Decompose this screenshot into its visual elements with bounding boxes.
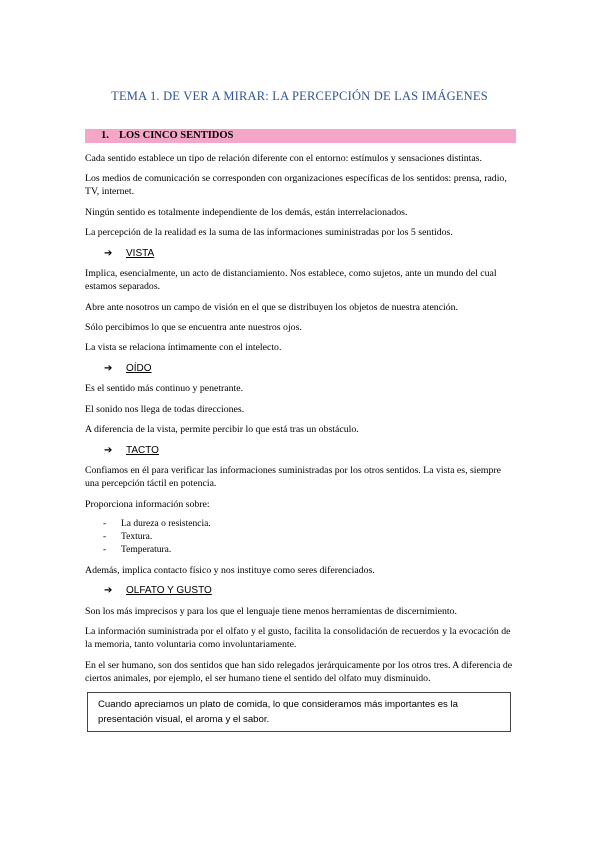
arrow-icon: ➔ [104,363,113,374]
paragraph: Proporciona información sobre: [85,499,210,510]
list-dash: - [103,519,107,529]
subheading-oido [104,362,152,375]
paragraph: Ningún sentido es totalmente independiente de los demás, están interrelacionados. [85,207,408,218]
arrow-icon: ➔ [104,248,113,259]
list-item [103,518,211,531]
paragraph: Implica, esencialmente, un acto de distanciamiento. Nos establece, como sujetos, ante un mundo del cual estamos separados. [85,268,497,292]
paragraph: Confiamos en él para verificar las informaciones suministradas por los otros sentidos. La vista es, siempre una percepción táctil en potencia. [85,465,501,489]
page-title: TEMA 1. DE VER A MIRAR: LA PERCEPCIÓN DE LAS IMÁGENES [111,89,488,103]
subheading-label: OÍDO [126,363,152,374]
paragraph: Sólo percibimos lo que se encuentra ante nuestros ojos. [85,322,302,333]
subheading-label: VISTA [126,248,155,259]
arrow-icon: ➔ [104,585,113,596]
paragraph: Los medios de comunicación se corresponden con organizaciones específicas de los sentidos: prensa, radio, TV, internet. [85,173,507,197]
list-item [103,544,171,557]
subheading-olfato [104,584,212,597]
subheading-vista [104,247,154,260]
list-item [103,531,152,544]
list-dash: - [103,532,107,542]
list-item-text: Textura. [121,532,153,542]
paragraph: Además, implica contacto físico y nos instituye como seres diferenciados. [85,565,375,576]
arrow-icon: ➔ [104,445,113,456]
section-number: 1. [101,130,109,141]
paragraph: Es el sentido más continuo y penetrante. [85,383,244,394]
paragraph: La percepción de la realidad es la suma de las informaciones suministradas por los 5 sentidos. [85,227,453,238]
paragraph: Son los más imprecisos y para los que el lenguaje tiene menos herramientas de discernimiento. [85,606,457,617]
subheading-label: TACTO [126,445,159,456]
paragraph: El sonido nos llega de todas direcciones. [85,404,245,415]
highlight-box: Cuando apreciamos un plato de comida, lo que consideramos más importantes es la presentación visual, el aroma y el sabor. [87,692,511,732]
list-dash: - [103,545,107,555]
subheading-tacto [104,444,159,457]
list-item-text: Temperatura. [121,545,172,555]
paragraph: Abre ante nosotros un campo de visión en el que se distribuyen los objetos de nuestra atención. [85,302,459,313]
paragraph: Cada sentido establece un tipo de relación diferente con el entorno: estímulos y sensaciones distintas. [85,153,482,164]
paragraph: La vista se relaciona íntimamente con el intelecto. [85,342,282,353]
list-item-text: La dureza o resistencia. [121,519,211,529]
paragraph: En el ser humano, son dos sentidos que han sido relegados jerárquicamente por los otros tres. A diferencia de ciertos animales, por ejemplo, el ser humano tiene el sentido del olfato muy disminuido. [85,660,513,684]
paragraph: A diferencia de la vista, permite percibir lo que está tras un obstáculo. [85,424,359,435]
section-heading [85,129,516,143]
paragraph: La información suministrada por el olfato y el gusto, facilita la consolidación de recuerdos y la evocación de la memoria, tanto voluntaria como involuntariamente. [85,626,511,650]
section-label: LOS CINCO SENTIDOS [119,130,234,141]
subheading-label: OLFATO Y GUSTO [126,585,212,596]
